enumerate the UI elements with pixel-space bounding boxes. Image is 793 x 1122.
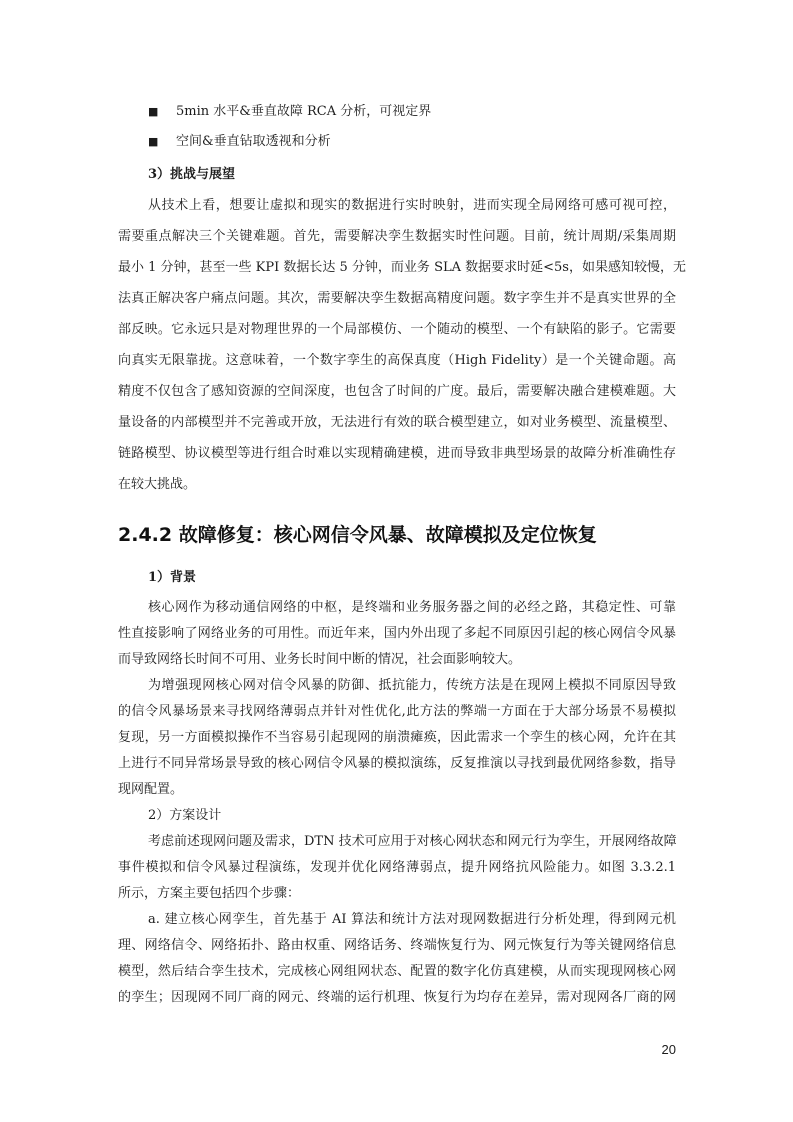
paragraph-line: 而导致网络长时间不可用、业务长时间中断的情况，社会面影响较大。 <box>118 652 522 667</box>
paragraph-line: 在较大挑战。 <box>118 477 197 492</box>
paragraph <box>118 595 676 673</box>
paragraph-line: 链路模型、协议模型等进行组合时难以实现精确建模，进而导致非典型场景的故障分析准确性存 <box>118 446 676 461</box>
paragraph <box>118 907 676 1011</box>
paragraph-line: 的信令风暴场景来寻找网络薄弱点并针对性优化,此方法的弊端一方面在于大部分场景不易模拟 <box>118 704 676 719</box>
subsection-heading: 1）背景 <box>148 570 197 585</box>
bullet-item <box>118 97 676 127</box>
paragraph-line: 模型，然后结合孪生技术，完成核心网组网状态、配置的数字化仿真建模，从而实现现网核心网 <box>118 964 676 979</box>
paragraph-line: 理、网络信令、网络拓扑、路由权重、网络话务、终端恢复行为、网元恢复行为等关键网络信息 <box>118 938 676 953</box>
paragraph <box>118 673 676 803</box>
section-content <box>118 595 676 1011</box>
paragraph-line: 部反映。它永远只是对物理世界的一个局部模仿、一个随动的模型、一个有缺陷的影子。它需要 <box>118 322 676 337</box>
bullet-item <box>118 127 676 157</box>
paragraph-line: 最小 1 分钟，甚至一些 KPI 数据长达 5 分钟，而业务 SLA 数据要求时延<5s，如果感知较慢，无 <box>118 260 686 275</box>
paragraph-line: 精度不仅包含了感知资源的空间深度，也包含了时间的广度。最后，需要解决融合建模难题。大 <box>118 384 676 399</box>
paragraph-line: 核心网作为移动通信网络的中枢，是终端和业务服务器之间的必经之路，其稳定性、可靠 <box>148 600 676 615</box>
paragraph-line: 上进行不同异常场景导致的核心网信令风暴的模拟演练，反复推演以寻找到最优网络参数，指导 <box>118 756 676 771</box>
bullet-text: 5min 水平&垂直故障 RCA 分析，可视定界 <box>176 104 432 119</box>
square-bullet-icon: ■ <box>148 135 159 148</box>
section-title: 2.4.2 故障修复：核心网信令风暴、故障模拟及定位恢复 <box>118 524 597 546</box>
paragraph-line: 需要重点解决三个关键难题。首先，需要解决孪生数据实时性问题。目前，统计周期/采集周期 <box>118 229 676 244</box>
paragraph-line: 复现，另一方面模拟操作不当容易引起现网的崩溃瘫痪，因此需求一个孪生的核心网，允许在其 <box>118 730 676 745</box>
paragraph-line: 量设备的内部模型并不完善或开放，无法进行有效的联合模型建立，如对业务模型、流量模型、 <box>118 415 676 430</box>
paragraph-line: 所示，方案主要包括四个步骤： <box>118 886 301 901</box>
bullet-list <box>118 97 676 157</box>
paragraph-line: 法真正解决客户痛点问题。其次，需要解决孪生数据高精度问题。数字孪生并不是真实世界的全 <box>118 291 676 306</box>
subsection-heading: 2）方案设计 <box>148 808 222 823</box>
paragraph-line: 性直接影响了网络业务的可用性。而近年来，国内外出现了多起不同原因引起的核心网信令风暴 <box>118 626 676 641</box>
paragraph-line: 从技术上看，想要让虚拟和现实的数据进行实时映射，进而实现全局网络可感可视可控， <box>148 198 676 213</box>
paragraph <box>118 829 676 907</box>
challenges-section <box>118 159 686 500</box>
bullet-text: 空间&垂直钻取透视和分析 <box>176 134 331 149</box>
section-body <box>118 565 676 1011</box>
square-bullet-icon: ■ <box>148 105 159 118</box>
paragraph-line: 为增强现网核心网对信令风暴的防御、抵抗能力，传统方法是在现网上模拟不同原因导致 <box>148 678 676 693</box>
paragraph-line: 现网配置。 <box>118 782 184 797</box>
paragraph-line: 的孪生；因现网不同厂商的网元、终端的运行机理、恢复行为均存在差异，需对现网各厂商的网 <box>118 990 676 1005</box>
paragraph-line: a. 建立核心网孪生，首先基于 AI 算法和统计方法对现网数据进行分析处理，得到网元机 <box>148 912 676 927</box>
subsection-heading: 3）挑战与展望 <box>148 167 236 182</box>
paragraph-line: 事件模拟和信令风暴过程演练，发现并优化网络薄弱点，提升网络抗风险能力。如图 3.3.2.1 <box>118 860 676 875</box>
paragraph-line: 考虑前述现网问题及需求，DTN 技术可应用于对核心网状态和网元行为孪生，开展网络故障 <box>148 834 677 849</box>
page-number: 20 <box>661 1042 676 1057</box>
paragraph <box>118 190 686 500</box>
paragraph-line: 向真实无限靠拢。这意味着，一个数字孪生的高保真度（High Fidelity）是一个关键命题。高 <box>118 353 676 368</box>
